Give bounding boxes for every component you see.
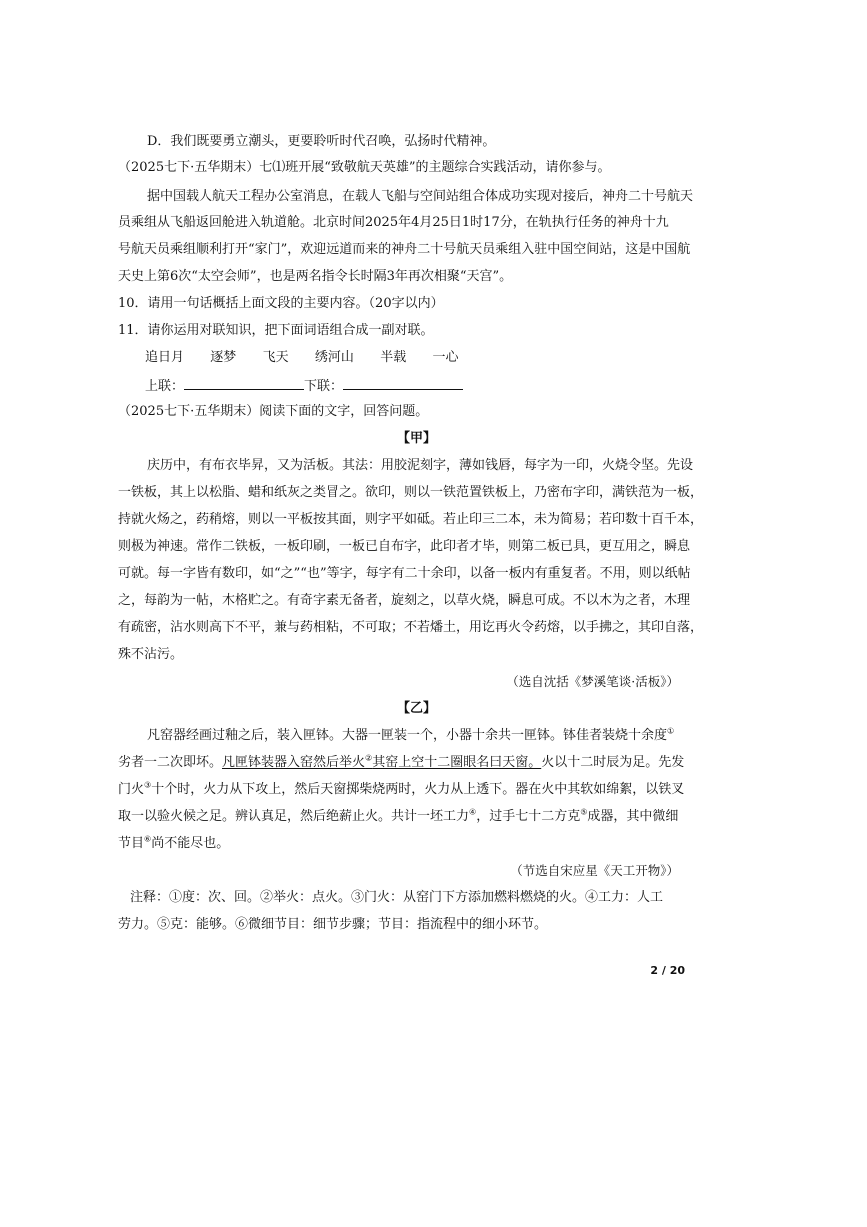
reading-intro: （2025七下·五华期末）阅读下面的文字，回答问题。 (118, 404, 429, 419)
jia-line-8: 殊不沾污。 (118, 647, 184, 662)
yi-underlined-text: 凡匣钵装器入窑然后举火 (222, 755, 366, 770)
page-number: 2 / 20 (650, 964, 685, 977)
activity-intro: （2025七下·五华期末）七⑴班开展“致敬航天英雄”的主题综合实践活动，请你参与。 (118, 160, 611, 175)
yi-source: （节选自宋应星《天工开物》） (510, 863, 679, 878)
couplet-upper-blank[interactable] (184, 376, 304, 390)
jia-line-7: 有疏密，沾水则高下不平，兼与药相粘，不可取；不若燔土，用讫再火令药熔，以手拂之，其印自落， (118, 620, 704, 635)
section-jia-title: 【甲】 (397, 431, 437, 446)
footnote-marker: ④ (469, 807, 477, 817)
yi-line-2 (118, 754, 684, 772)
yi-underlined-text: 其窑上空十二圈眼名曰天窗。 (372, 755, 542, 770)
question-11: 11．请你运用对联知识，把下面词语组合成一副对联。 (118, 323, 434, 338)
yi-line-3 (118, 781, 684, 799)
yi-line-5 (118, 835, 229, 853)
question-10: 10．请用一句话概括上面文段的主要内容。（20字以内） (118, 296, 444, 311)
yi-text: 成器，其中微细 (587, 809, 679, 824)
couplet-word: 逐梦 (210, 350, 237, 365)
yi-text: 十个时，火力从下攻上，然后天窗掷柴烧两时，火力从上透下。器在火中其软如绵絮，以铁叉 (151, 782, 685, 797)
footnote-marker: ③ (144, 780, 152, 790)
underlined-sentence (222, 755, 541, 770)
yi-text: ，过手七十二方克 (476, 809, 581, 824)
couplet-word: 绣河山 (314, 350, 354, 365)
jia-line-2: 一铁板，其上以松脂、蜡和纸灰之类冒之。欲印，则以一铁范置铁板上，乃密布字印，满铁范为一板， (118, 485, 704, 500)
couplet-upper-label: 上联： (145, 379, 185, 394)
footnote-marker: ⑤ (580, 807, 588, 817)
footnote-marker: ① (667, 726, 675, 736)
yi-text: 凡窑器经画过釉之后，装入匣钵。大器一匣装一个，小器十余共一匣钵。钵佳者装烧十余度 (147, 728, 668, 743)
couplet-lower-label: 下联： (304, 379, 344, 394)
news-paragraph-line-3: 号航天员乘组顺利打开“家门”，欢迎远道而来的神舟二十号航天员乘组入驻中国空间站，这是中国航 (118, 242, 691, 257)
couplet-lower-blank[interactable] (343, 376, 463, 390)
footnote-marker: ⑥ (144, 834, 152, 844)
jia-line-4: 则极为神速。常作二铁板，一板印刷，一板已自布字，此印者才毕，则第二板已具，更互用之，瞬息 (118, 539, 691, 554)
couplet-word: 一心 (432, 350, 459, 365)
news-paragraph-line-4: 天史上第6次“太空会师”，也是两名指令长时隔3年再次相聚“天宫”。 (118, 269, 513, 284)
yi-text: 门火 (118, 782, 145, 797)
couplet-answer-row (145, 376, 463, 396)
question-9-option-d: D．我们既要勇立潮头，更要聆听时代召唤，弘扬时代精神。 (147, 134, 496, 149)
section-yi-title: 【乙】 (397, 701, 437, 716)
yi-text: 劣者一二次即坏。 (118, 755, 223, 770)
yi-text: 节目 (118, 836, 145, 851)
jia-source: （选自沈括《梦溪笔谈·活板》） (506, 674, 679, 689)
jia-line-6: 之，每韵为一帖，木格贮之。有奇字素无备者，旋刻之，以草火烧，瞬息可成。不以木为之者，木理 (118, 593, 691, 608)
jia-line-3: 持就火炀之，药稍熔，则以一平板按其面，则字平如砥。若止印三二本，未为简易；若印数十百千本， (118, 512, 704, 527)
couplet-word: 半载 (380, 350, 407, 365)
yi-text: 尚不能尽也。 (151, 836, 230, 851)
yi-text: 火以十二时辰为足。先发 (541, 755, 685, 770)
notes-line-2: 劳力。⑤克：能够。⑥微细节目：细节步骤；节目：指流程中的细小环节。 (118, 917, 548, 932)
couplet-word: 追日月 (145, 350, 185, 365)
couplet-word: 飞天 (262, 350, 289, 365)
news-paragraph-line-1: 据中国载人航天工程办公室消息，在载人飞船与空间站组合体成功实现对接后，神舟二十号航天 (147, 189, 694, 204)
jia-line-5: 可就。每一字皆有数印，如“之”“也”等字，每字有二十余印，以备一板内有重复者。不用，则以纸帖 (118, 566, 691, 581)
footnote-marker: ② (365, 753, 373, 763)
yi-line-4 (118, 808, 678, 826)
yi-line-1 (147, 727, 674, 745)
couplet-words (145, 349, 459, 367)
news-paragraph-line-2: 员乘组从飞船返回舱进入轨道舱。北京时间2025年4月25日1时17分，在轨执行任务的神舟十九 (118, 215, 669, 230)
notes-line-1: 注释：①度：次、回。②举火：点火。③门火：从窑门下方添加燃料燃烧的火。④工力：人工 (130, 890, 664, 905)
jia-line-1: 庆历中，有布衣毕昇，又为活板。其法：用胶泥刻字，薄如钱唇，每字为一印，火烧令坚。先设 (147, 458, 694, 473)
yi-text: 取一以验火候之足。辨认真足，然后绝薪止火。共计一坯工力 (118, 809, 470, 824)
